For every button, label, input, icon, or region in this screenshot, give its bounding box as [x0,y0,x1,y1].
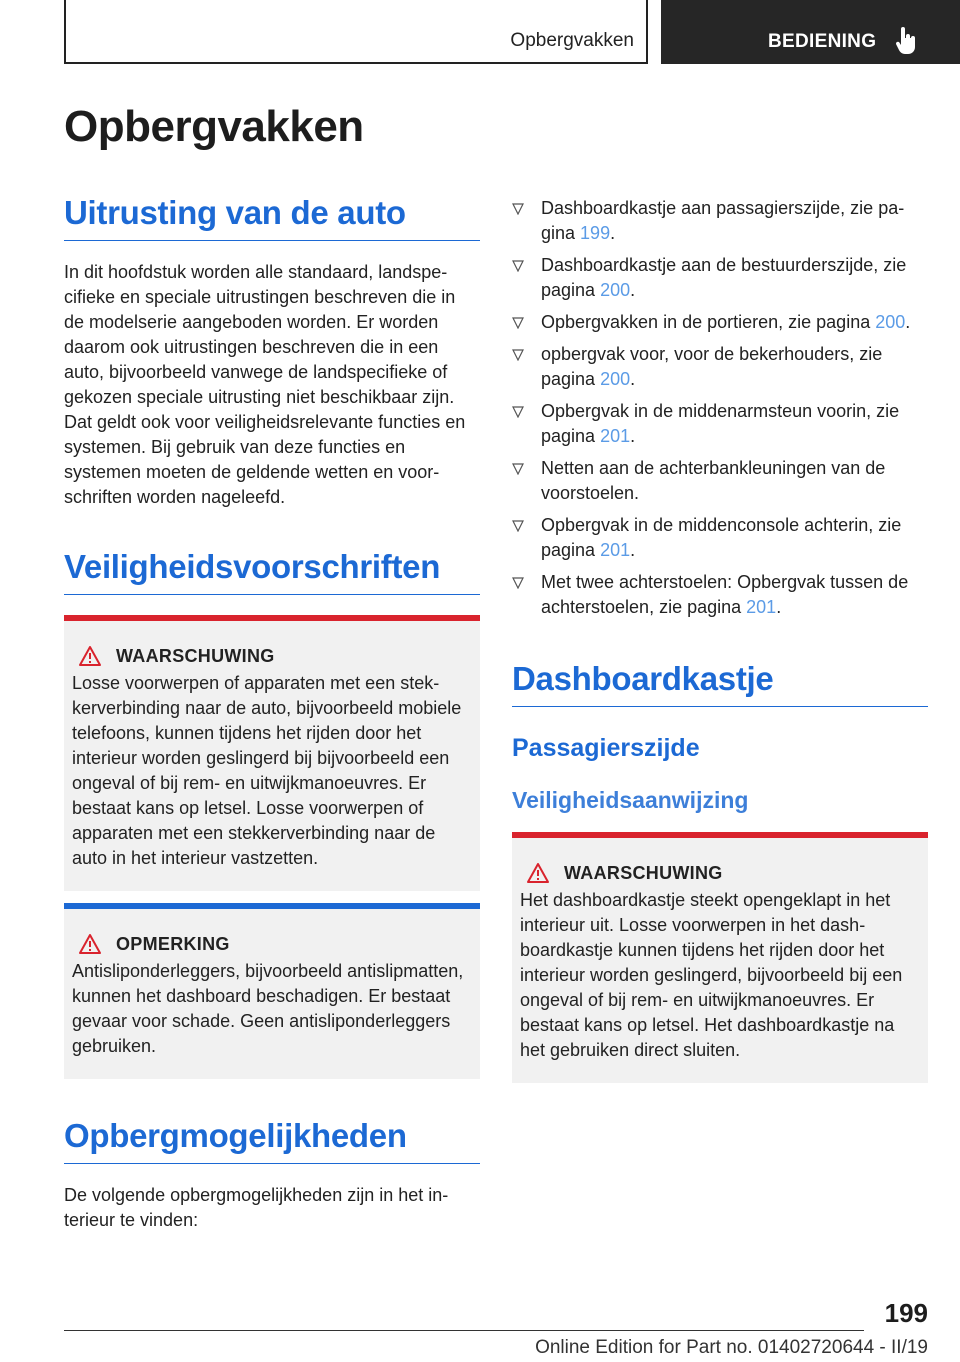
list-item-text: Met twee achterstoelen: Opbergvak tussen de achterstoelen, zie pagina [541,572,909,617]
page-link[interactable]: 200 [600,280,631,300]
list-item [512,456,928,506]
warning-triangle-icon [526,862,550,884]
uitrusting-body: In dit hoofdstuk worden alle standaard, landspecifieke en speciale uitrustingen beschreven die in de modelserie aangeboden worden. Er worden daarom ook uitrustingen beschreven die in een auto, bijvoorbeeld vanwege de landspecifieke of gekozen speciale uitrusting niet beschikbaar zijn. Dat geldt ook voor veiligheidsrelevante functies en systemen. Bij gebruik van deze functies en systemen moeten de geldende wetten en voorschriften worden nageleefd. [64,262,466,507]
heading-passagierszijde: Passagierszijde [512,734,700,762]
pointing-hand-icon [895,27,919,55]
list-item: Dashboardkastje aan de bestuurderszijde, zie pagina 200. [512,253,928,303]
list-item-text: opbergvak voor, voor de bekerhouders, zie pagina [541,344,883,389]
list-item: Opbergvakken in de portieren, zie pagina 200. [512,310,928,335]
footer-divider [64,1330,864,1331]
triangle-bullet-icon [512,349,524,361]
list-item: Dashboardkastje aan passagierszijde, zie pagina 199. [512,196,928,246]
page-link[interactable]: 201 [600,426,631,446]
footer-edition: Online Edition for Part no. 01402720644 - II/19 [535,1337,928,1358]
list-item-text: Opbergvakken in de portieren, zie pagina [541,312,876,332]
warning-title: WAARSCHUWING [564,862,723,883]
warning-body: Losse voorwerpen of apparaten met een stekkerverbinding naar de auto, bijvoorbeeld mobiele telefoons, kunnen tijdens het rijden door het interieur worden geslingerd bij bijvoorbeeld een ongeval of bij rem- en uitwijkmanoeuvres. Er bestaat kans op letsel. Losse voorwerpen of apparaten met een stekkerverbinding naar de auto in het interieur vastzetten. [72,673,462,868]
page-link[interactable]: 201 [746,597,777,617]
warning-title: WAARSCHUWING [116,645,275,666]
list-item-text: Dashboardkastje aan de bestuurderszijde, zie pagina [541,255,907,300]
storage-list [512,196,928,620]
page-title: Opbergvakken [64,102,364,151]
warning-triangle-icon [78,645,102,667]
list-item-text: Dashboardkastje aan passagierszijde, zie pagina [541,198,905,243]
triangle-bullet-icon [512,520,524,532]
triangle-bullet-icon [512,406,524,418]
opbergmogelijkheden-body: De volgende opbergmogelijkheden zijn in het interieur te vinden: [64,1185,449,1230]
warning-box-loose-objects [64,615,480,891]
heading-veiligheidsaanwijzing: Veiligheidsaanwijzing [512,787,749,813]
triangle-bullet-icon [512,463,524,475]
page-link[interactable]: 199 [580,223,611,243]
list-item: Opbergvak in de middenarmsteun voorin, zie pagina 201. [512,399,928,449]
heading-dashboardkastje: Dashboardkastje [512,660,928,707]
warning-body: Het dashboardkastje steekt opengeklapt in het interieur uit. Losse voorwerpen in het dashboardkastje kunnen tijdens het rijden door het interieur worden geslingerd, bijvoorbeeld bij een ongeval of bij rem- en uitwijkmanoeuvres. Er bestaat kans op letsel. Het dashboardkastje na het gebruiken direct sluiten. [520,890,903,1060]
note-box-antislip [64,903,480,1079]
list-item-text: Opbergvak in de middenconsole achterin, zie pagina [541,515,902,560]
note-title: OPMERKING [116,933,230,954]
list-item-text: Opbergvak in de middenarmsteun voorin, zie pagina [541,401,900,446]
triangle-bullet-icon [512,577,524,589]
heading-uitrusting: Uitrusting van de auto [64,194,480,241]
list-item: Opbergvak in de middenconsole achterin, zie pagina 201. [512,513,928,563]
page-number: 199 [884,1298,928,1328]
list-item: opbergvak voor, voor de bekerhouders, zie pagina 200. [512,342,928,392]
triangle-bullet-icon [512,317,524,329]
page-link[interactable]: 201 [600,540,631,560]
note-triangle-icon [78,933,102,955]
heading-opbergmogelijkheden: Opbergmogelijkheden [64,1117,480,1164]
heading-veiligheidsvoorschriften: Veiligheidsvoorschriften [64,548,480,595]
left-column [64,194,480,1233]
header-section-box [64,0,648,64]
warning-box-dashboard [512,832,928,1083]
note-body: Antisliponderleggers, bijvoorbeeld antislipmatten, kunnen het dashboard beschadigen. Er bestaat gevaar voor schade. Geen antisliponderleggers gebruiken. [72,961,464,1056]
header-chapter-title: BEDIENING [768,31,877,52]
right-column [512,196,928,1083]
page-link[interactable]: 200 [600,369,631,389]
triangle-bullet-icon [512,203,524,215]
list-item-text: Netten aan de achterbankleuningen van de voorstoelen. [541,458,886,503]
list-item: Met twee achterstoelen: Opbergvak tussen de achterstoelen, zie pagina 201. [512,570,928,620]
page-link[interactable]: 200 [875,312,906,332]
header-section-title: Opbergvakken [510,30,634,51]
triangle-bullet-icon [512,260,524,272]
